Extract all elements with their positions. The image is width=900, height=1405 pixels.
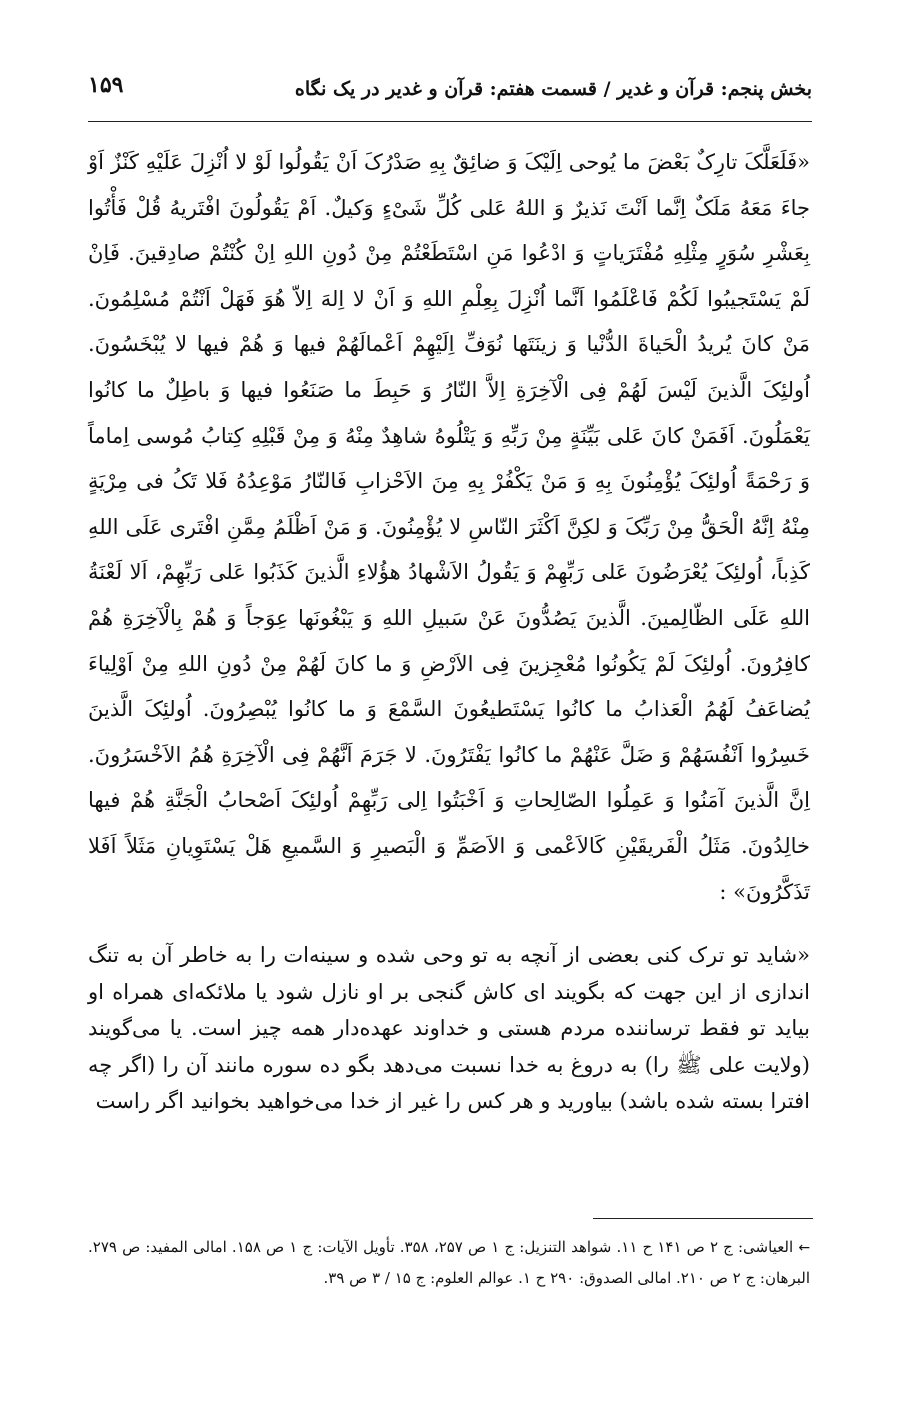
- header-divider: [88, 121, 812, 122]
- footnote-divider: [593, 1218, 813, 1219]
- arrow-left-icon: ←: [798, 1240, 811, 1256]
- page-number: ۱۵۹: [88, 72, 124, 98]
- persian-translation-text: «شاید تو ترک کنی بعضی از آنچه به تو وحی شده و سینه‌ات را به خاطر آن به تنگ اندازی از این جهت که بگویند ای کاش گنجی بر او نازل شود یا ملائکه‌ای همراه او بیاید تو فقط ترساننده مردم هستی و خداوند عهده‌دار همه چیز است. یا می‌گویند (ولایت علی ﷺ را) به دروغ به خدا نسبت می‌دهد بگو ده سوره مانند آن را (اگر چه افترا بسته شده باشد) بیاورید و هر کس را غیر از خدا می‌خواهید بخوانید اگر راست: [88, 943, 810, 1114]
- footnote-text: العیاشی: ج ۲ ص ۱۴۱ ح ۱۱. شواهد التنزیل: ج ۱ ص ۲۵۷، ۳۵۸. تأویل الآیات: ج ۱ ص ۱۵۸. امالی المفید: ص ۲۷۹. البرهان: ج ۲ ص ۲۱۰. امالی الصدوق: ۲۹۰ ح ۱. عوالم العلوم: ج ۱۵ / ۳ ص ۳۹.: [88, 1238, 810, 1287]
- running-title: بخش پنجم: قرآن و غدیر / قسمت هفتم: قرآن و غدیر در یک نگاه: [294, 78, 812, 100]
- arabic-verse-text: «فَلَعَلَّکَ تارِکٌ بَعْضَ ما یُوحی اِلَیْکَ وَ ضائِقٌ بِهِ صَدْرُکَ اَنْ یَقُولُوا لَوْ لا اُنْزِلَ عَلَیْهِ کَنْزٌ اَوْ جاءَ مَعَهُ مَلَکٌ اِنَّما اَنْتَ نَذیرٌ وَ اللهُ عَلی کُلِّ شَیْءٍ وَکیلٌ. اَمْ یَقُولُونَ افْتَریهُ قُلْ فَأْتُوا بِعَشْرِ سُوَرٍ مِثْلِهِ مُفْتَرَیاتٍ وَ ادْعُوا مَنِ اسْتَطَعْتُمْ مِنْ دُونِ اللهِ اِنْ کُنْتُمْ صادِقینَ. فَاِنْ لَمْ یَسْتَجیبُوا لَکُمْ فَاعْلَمُوا اَنَّما اُنْزِلَ بِعِلْمِ اللهِ وَ اَنْ لا اِلهَ اِلاّ هُوَ فَهَلْ اَنْتُمْ مُسْلِمُونَ. مَنْ کانَ یُریدُ الْحَیاةَ الدُّنْیا وَ زینَتَها نُوَفِّ اِلَیْهِمْ اَعْمالَهُمْ فیها وَ هُمْ فیها لا یُبْخَسُونَ. اُولئِکَ الَّذینَ لَیْسَ لَهُمْ فِی الْآخِرَةِ اِلاَّ النّارُ وَ حَبِطَ ما صَنَعُوا فیها وَ باطِلٌ ما کانُوا یَعْمَلُونَ. اَفَمَنْ کانَ عَلی بَیِّنَةٍ مِنْ رَبِّهِ وَ یَتْلُوهُ شاهِدٌ مِنْهُ وَ مِنْ قَبْلِهِ کِتابُ مُوسی اِماماً وَ رَحْمَةً اُولئِکَ یُؤْمِنُونَ بِهِ وَ مَنْ یَکْفُرْ بِهِ مِنَ الاَحْزابِ فَالنّارُ مَوْعِدُهُ فَلا تَکُ فی مِرْیَةٍ مِنْهُ اِنَّهُ الْحَقُّ مِنْ رَبِّکَ وَ لکِنَّ اَکْثَرَ النّاسِ لا یُؤْمِنُونَ. وَ مَنْ اَظْلَمُ مِمَّنِ افْتَری عَلَی اللهِ کَذِباً، اُولئِکَ یُعْرَضُونَ عَلی رَبِّهِمْ وَ یَقُولُ الاَشْهادُ هؤُلاءِ الَّذینَ کَذَبُوا عَلی رَبِّهِمْ، اَلا لَعْنَةُ اللهِ عَلَی الظّالِمینَ. الَّذینَ یَصُدُّونَ عَنْ سَبیلِ اللهِ وَ یَبْغُونَها عِوَجاً وَ هُمْ بِالْآخِرَةِ هُمْ کافِرُونَ. اُولئِکَ لَمْ یَکُونُوا مُعْجِزینَ فِی الاَرْضِ وَ ما کانَ لَهُمْ مِنْ دُونِ اللهِ مِنْ اَوْلِیاءَ یُضاعَفُ لَهُمُ الْعَذابُ ما کانُوا یَسْتَطیعُونَ السَّمْعَ وَ ما کانُوا یُبْصِرُونَ. اُولئِکَ الَّذینَ خَسِرُوا اَنْفُسَهُمْ وَ ضَلَّ عَنْهُمْ ما کانُوا یَفْتَرُونَ. لا جَرَمَ اَنَّهُمْ فِی الْآخِرَةِ هُمُ الاَخْسَرُونَ. اِنَّ الَّذینَ آمَنُوا وَ عَمِلُوا الصّالِحاتِ وَ اَخْبَتُوا اِلی رَبِّهِمْ اُولئِکَ اَصْحابُ الْجَنَّةِ هُمْ فیها خالِدُونَ. مَثَلُ الْفَریقَیْنِ کَالاَعْمی وَ الاَصَمِّ وَ الْبَصیرِ وَ السَّمیعِ هَلْ یَسْتَوِیانِ مَثَلاً اَفَلا تَذَکَّرُونَ» :: [88, 150, 810, 904]
- footnote: [88, 1232, 810, 1293]
- page-header: [88, 72, 812, 112]
